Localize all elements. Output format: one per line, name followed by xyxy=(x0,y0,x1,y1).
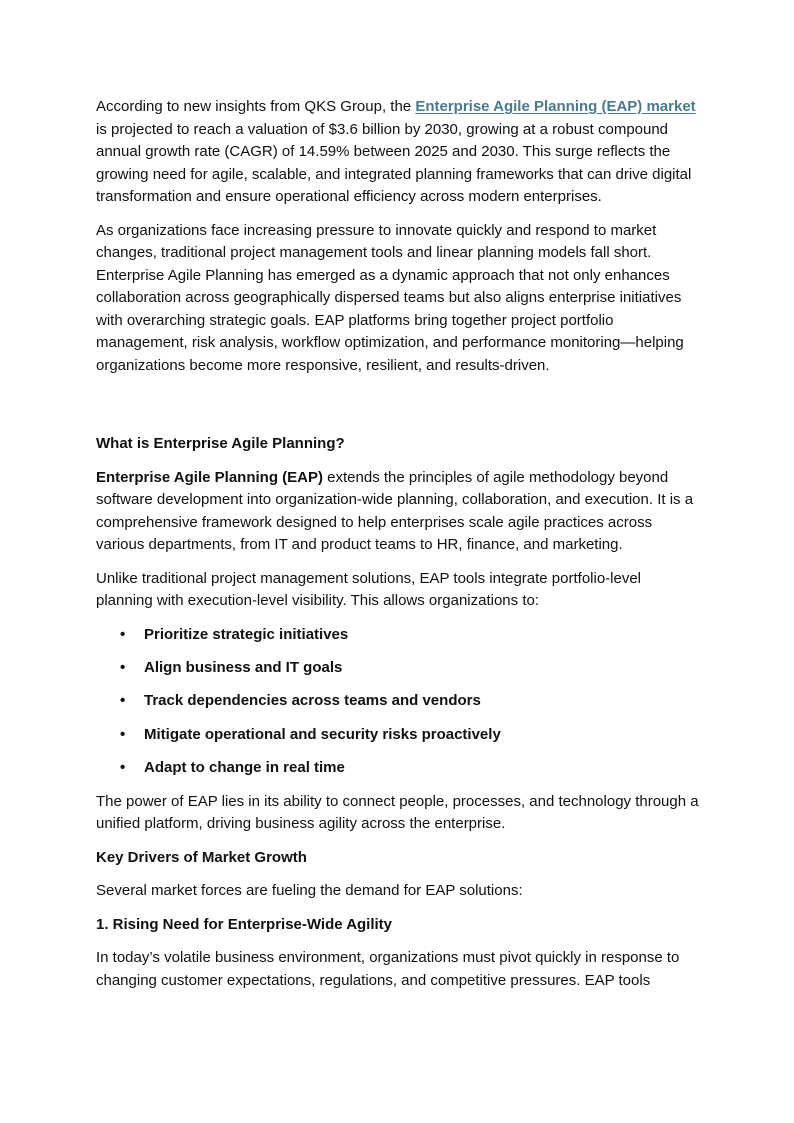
list-item-text: Mitigate operational and security risks proactively xyxy=(144,725,501,743)
what-is-paragraph-1 xyxy=(96,467,700,557)
eap-term-bold: Enterprise Agile Planning (EAP) xyxy=(96,468,323,486)
drivers-heading: Key Drivers of Market Growth xyxy=(96,848,307,866)
list-item-text: Align business and IT goals xyxy=(144,658,343,676)
what-is-heading: What is Enterprise Agile Planning? xyxy=(96,435,345,452)
eap-market-link[interactable]: Enterprise Agile Planning (EAP) market xyxy=(415,98,696,115)
what-is-paragraph-1-text: extends the principles of agile methodology beyond software development into organization-wide planning, collaboration, and execution. It is a comprehensive framework designed to help enterprises scale agile practices across various departments, from IT and product teams to HR, finance, and marketing. xyxy=(96,468,694,553)
intro-text-before-link: According to new insights from QKS Group, the xyxy=(96,98,416,115)
intro-paragraph-2: As organizations face increasing pressure to innovate quickly and respond to market changes, traditional project management tools and linear planning models fall short. Enterprise Agile Planning has emerged as a dynamic approach that not only enhances collaboration across geographically dispersed teams but also aligns enterprise initiatives with overarching strategic goals. EAP platforms bring together project portfolio management, risk analysis, workflow optimization, and performance monitoring—helping organizations become more responsive, resilient, and results-driven. xyxy=(96,221,684,374)
what-is-paragraph-2: Unlike traditional project management solutions, EAP tools integrate portfolio-level planning with execution-level visibility. This allows organizations to: xyxy=(96,569,642,609)
list-item xyxy=(120,624,700,647)
what-is-paragraph-3: The power of EAP lies in its ability to connect people, processes, and technology through a unified platform, driving business agility across the enterprise. xyxy=(96,792,699,833)
benefits-list xyxy=(96,624,700,780)
list-item xyxy=(120,690,700,713)
intro-paragraph-1 xyxy=(96,96,700,209)
bullet-icon: • xyxy=(120,759,126,777)
list-item xyxy=(120,757,700,780)
bullet-icon: • xyxy=(120,692,126,710)
bullet-icon: • xyxy=(120,725,126,743)
list-item-text: Adapt to change in real time xyxy=(144,759,345,777)
driver-1-text: In today’s volatile business environment, organizations must pivot quickly in response to changing customer expectations, regulations, and competitive pressures. EAP tools xyxy=(96,949,680,989)
list-item-text: Track dependencies across teams and vendors xyxy=(144,692,481,710)
list-item xyxy=(120,724,700,747)
section-spacer xyxy=(96,388,700,433)
list-item-text: Prioritize strategic initiatives xyxy=(144,625,349,643)
bullet-icon: • xyxy=(120,658,126,676)
bullet-icon: • xyxy=(120,625,126,643)
list-item xyxy=(120,657,700,680)
drivers-intro: Several market forces are fueling the demand for EAP solutions: xyxy=(96,882,523,900)
intro-text-after-link: is projected to reach a valuation of $3.6 billion by 2030, growing at a robust compound annual growth rate (CAGR) of 14.59% between 2025 and 2030. This surge reflects the growing need for agile, scalable, and integrated planning frameworks that can drive digital transformation and ensure operational efficiency across modern enterprises. xyxy=(96,120,692,205)
driver-1-heading: 1. Rising Need for Enterprise-Wide Agility xyxy=(96,915,393,933)
